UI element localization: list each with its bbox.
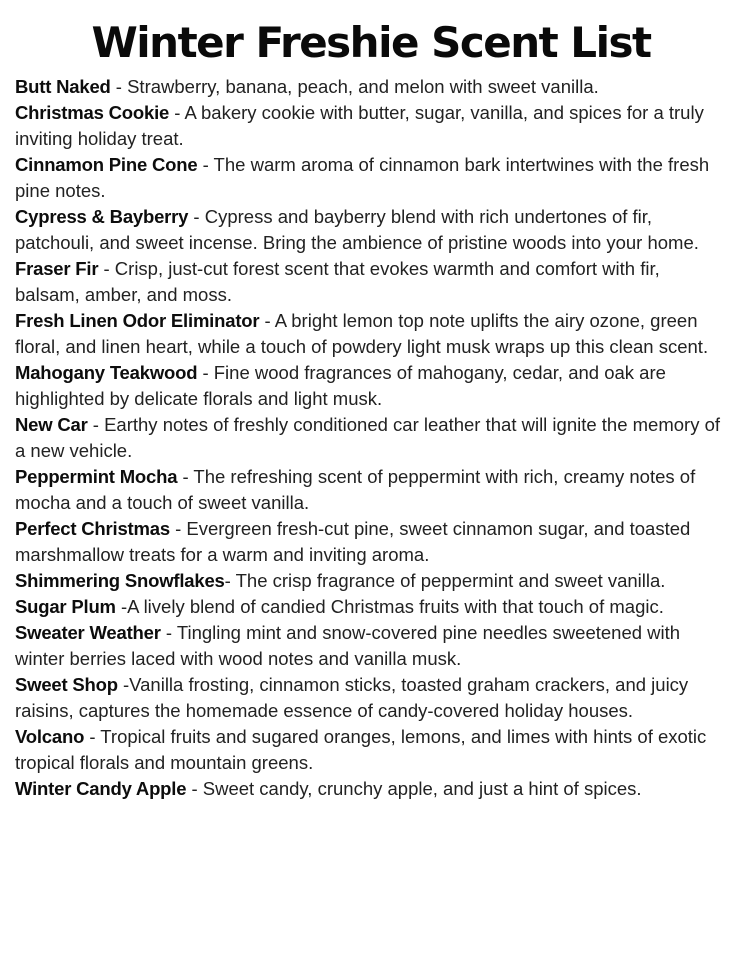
scent-entry bbox=[15, 74, 727, 100]
scent-description: - Cypress and bayberry blend with rich undertones of fir, patchouli, and sweet incense. Bring the ambience of pristine woods into your home. bbox=[15, 206, 699, 254]
scent-description: - A bakery cookie with butter, sugar, vanilla, and spices for a truly inviting holiday treat. bbox=[15, 102, 704, 150]
scent-entry bbox=[15, 724, 727, 776]
scent-name: Fresh Linen Odor Eliminator bbox=[15, 310, 260, 332]
scent-description: -A lively blend of candied Christmas fruits with that touch of magic. bbox=[115, 596, 664, 618]
scent-name: Fraser Fir bbox=[15, 258, 99, 280]
scent-name: Cinnamon Pine Cone bbox=[15, 154, 198, 176]
scent-description: - The refreshing scent of peppermint with rich, creamy notes of mocha and a touch of sweet vanilla. bbox=[15, 466, 696, 514]
scent-entry bbox=[15, 204, 727, 256]
scent-name: Shimmering Snowflakes bbox=[15, 570, 225, 592]
scent-entry bbox=[15, 776, 727, 802]
scent-description: - The warm aroma of cinnamon bark intertwines with the fresh pine notes. bbox=[15, 154, 710, 202]
scent-name: New Car bbox=[15, 414, 88, 436]
scent-description: - Earthy notes of freshly conditioned car leather that will ignite the memory of a new vehicle. bbox=[15, 414, 721, 462]
scent-name: Butt Naked bbox=[15, 76, 111, 98]
scent-entry bbox=[15, 256, 727, 308]
scent-entry bbox=[15, 594, 727, 620]
scent-name: Winter Candy Apple bbox=[15, 778, 187, 800]
scent-description: - Crisp, just-cut forest scent that evokes warmth and comfort with fir, balsam, amber, and moss. bbox=[15, 258, 660, 306]
scent-description: - Fine wood fragrances of mahogany, cedar, and oak are highlighted by delicate florals and light musk. bbox=[15, 362, 666, 410]
scent-entry bbox=[15, 308, 727, 360]
scent-entry bbox=[15, 152, 727, 204]
scent-name: Cypress & Bayberry bbox=[15, 206, 189, 228]
scent-entry bbox=[15, 464, 727, 516]
scent-description: - Strawberry, banana, peach, and melon with sweet vanilla. bbox=[110, 76, 599, 98]
scent-entry bbox=[15, 620, 727, 672]
scent-list bbox=[15, 74, 727, 802]
scent-entry bbox=[15, 100, 727, 152]
scent-description: - Tropical fruits and sugared oranges, lemons, and limes with hints of exotic tropical florals and mountain greens. bbox=[15, 726, 707, 774]
scent-name: Peppermint Mocha bbox=[15, 466, 178, 488]
scent-entry bbox=[15, 412, 727, 464]
scent-name: Volcano bbox=[15, 726, 85, 748]
scent-name: Perfect Christmas bbox=[15, 518, 170, 540]
scent-description: - Evergreen fresh-cut pine, sweet cinnamon sugar, and toasted marshmallow treats for a warm and inviting aroma. bbox=[15, 518, 691, 566]
scent-entry bbox=[15, 360, 727, 412]
scent-description: - Sweet candy, crunchy apple, and just a hint of spices. bbox=[186, 778, 642, 800]
scent-entry bbox=[15, 516, 727, 568]
page-title: Winter Freshie Scent List bbox=[91, 18, 651, 67]
scent-entry bbox=[15, 672, 727, 724]
scent-description: -Vanilla frosting, cinnamon sticks, toasted graham crackers, and juicy raisins, captures the homemade essence of candy-covered holiday houses. bbox=[15, 674, 689, 722]
scent-name: Sugar Plum bbox=[15, 596, 116, 618]
scent-name: Sweet Shop bbox=[15, 674, 118, 696]
scent-entry bbox=[15, 568, 727, 594]
scent-name: Christmas Cookie bbox=[15, 102, 170, 124]
scent-name: Sweater Weather bbox=[15, 622, 161, 644]
scent-description: - A bright lemon top note uplifts the airy ozone, green floral, and linen heart, while a touch of powdery light musk wraps up this clean scent. bbox=[15, 310, 709, 358]
scent-name: Mahogany Teakwood bbox=[15, 362, 198, 384]
scent-description: - Tingling mint and snow-covered pine needles sweetened with winter berries laced with wood notes and vanilla musk. bbox=[15, 622, 681, 670]
scent-description: - The crisp fragrance of peppermint and sweet vanilla. bbox=[224, 570, 666, 592]
